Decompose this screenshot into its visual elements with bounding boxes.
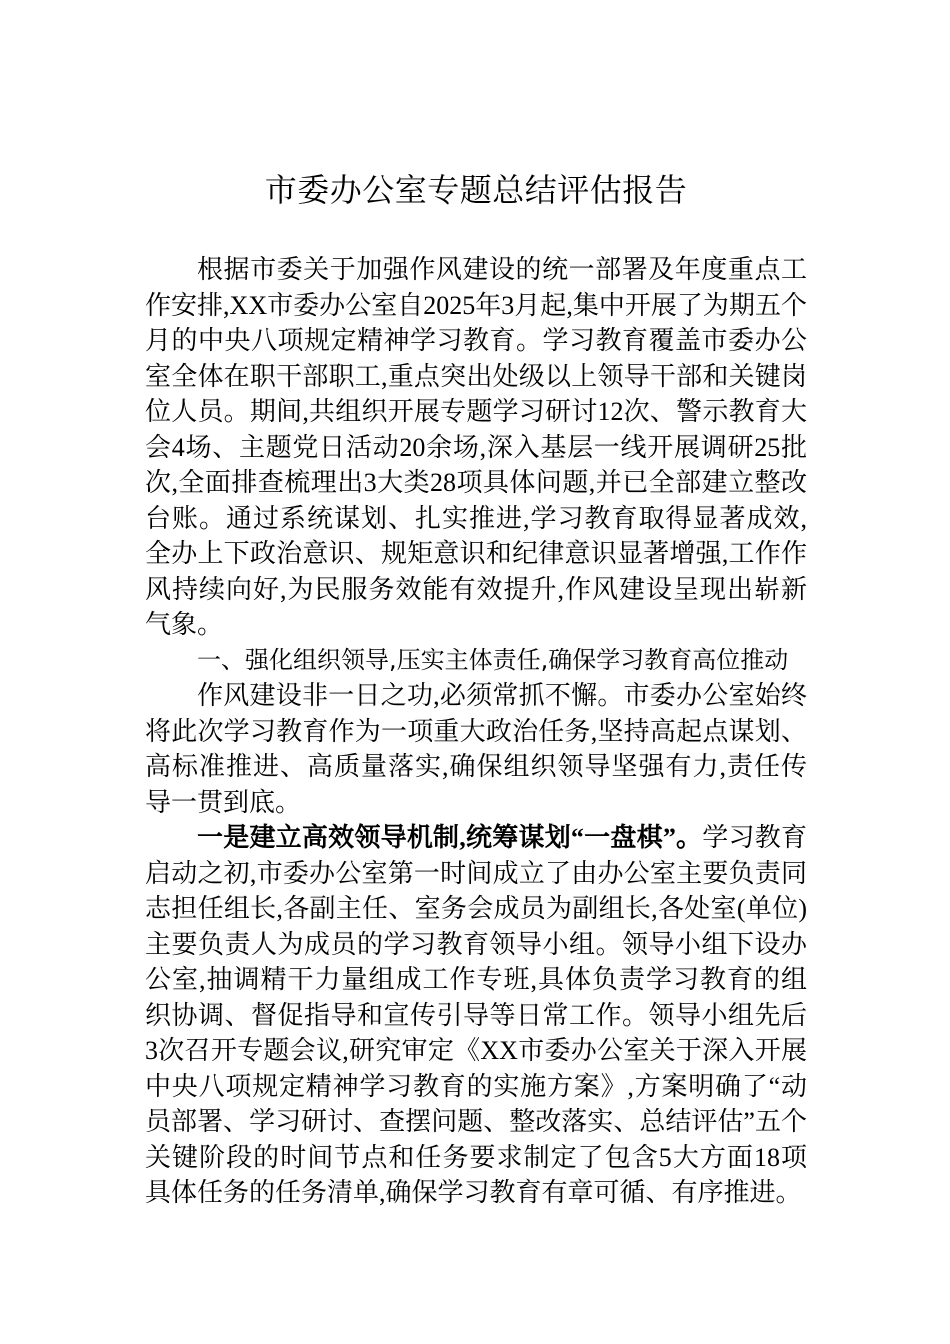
document-page	[145, 160, 807, 1211]
item-body-text: 学习教育启动之初,市委办公室第一时间成立了由办公室主要负责同志担任组长,各副主任、室务会成员为副组长,各处室(单位)主要负责人为成员的学习教育领导小组。领导小组下设办公室,抽调精干力量组成工作专班,具体负责学习教育的组织协调、督促指导和宣传引导等日常工作。领导小组先后3次召开专题会议,研究审定《XX市委办公室关于深入开展中央八项规定精神学习教育的实施方案》,方案明确了“动员部署、学习研讨、查摆问题、整改落实、总结评估”五个关键阶段的时间节点和任务要求制定了包含5大方面18项具体任务的任务清单,确保学习教育有章可循、有序推进。	[145, 823, 807, 1207]
intro-paragraph: 根据市委关于加强作风建设的统一部署及年度重点工作安排,XX市委办公室自2025年3月起,集中开展了为期五个月的中央八项规定精神学习教育。学习教育覆盖市委办公室全体在职干部职工,重点突出处级以上领导干部和关键岗位人员。期间,共组织开展专题学习研讨12次、警示教育大会4场、主题党日活动20余场,深入基层一线开展调研25批次,全面排查梳理出3大类28项具体问题,并已全部建立整改台账。通过系统谋划、扎实推进,学习教育取得显著成效,全办上下政治意识、规矩意识和纪律意识显著增强,工作作风持续向好,为民服务效能有效提升,作风建设呈现出崭新气象。	[145, 255, 807, 639]
item-lead-text: 一是建立高效领导机制,统筹谋划“一盘棋”。	[197, 823, 703, 852]
document-title: 市委办公室专题总结评估报告	[264, 171, 688, 209]
item-paragraph	[145, 820, 807, 1211]
section-body-paragraph: 作风建设非一日之功,必须常抓不懈。市委办公室始终将此次学习教育作为一项重大政治任务,坚持高起点谋划、高标准推进、高质量落实,确保组织领导坚强有力,责任传导一贯到底。	[145, 681, 807, 817]
section-heading: 一、强化组织领导,压实主体责任,确保学习教育高位推动	[197, 645, 789, 674]
